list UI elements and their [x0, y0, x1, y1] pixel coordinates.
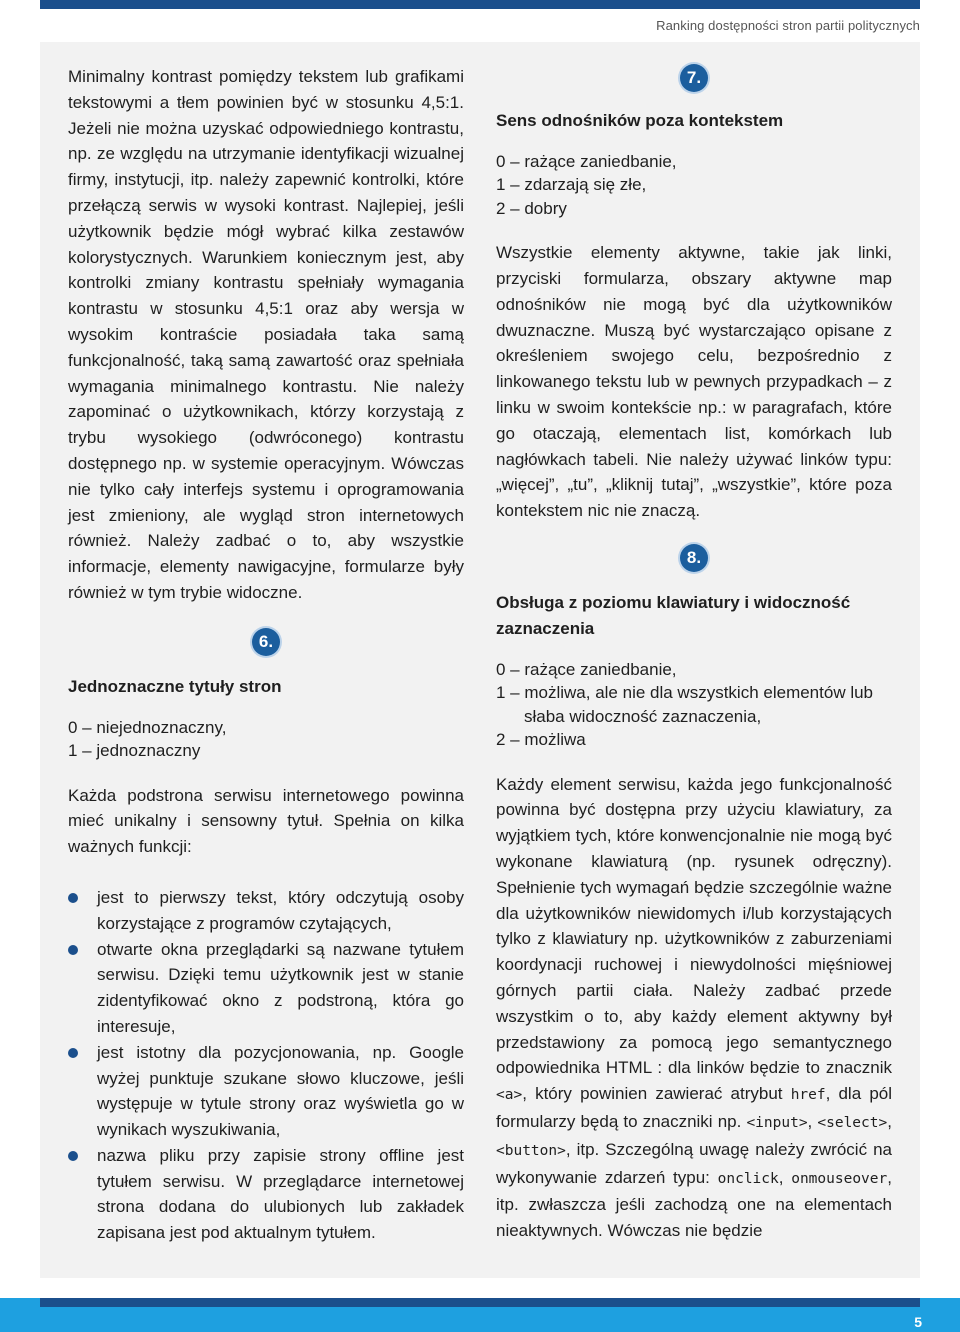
section-8-title: Obsługa z poziomu klawiatury i widoczność zaznaczenia: [496, 593, 851, 638]
footer-accent-bar: [40, 1298, 920, 1307]
contrast-paragraph: Minimalny kontrast pomiędzy tekstem lub grafikami tekstowymi a tłem powinien być w stosunku 4,5:1. Jeżeli nie można uzyskać odpowiedniego kontrastu, np. ze względu na utrzymanie identyfikacji wizualnej firmy, instytucji, itp. należy zapewnić kontrolki, które przełączą serwis w wysoki kontrast. Najlepiej, jeśli użytkownik będzie mógł wybrać kilka zestawów kolorystycznych. Warunkiem koniecznym jest, aby kontrolki zmiany kontrastu spełniały wymagania kontrastu w stosunku 4,5:1 oraz aby wersja w wysokim kontraście posiadała taka samą funkcjonalność, taką samą zawartość oraz spełniała wymagania minimalnego kontrastu. Nie należy zapominać o użytkownikach, którzy korzystają z trybu wysokiego (odwróconego) kontrastu dostępnego np. w systemie operacyjnym. Wówczas nie tylko cały interfejs systemu i oprogramowania jest zmieniony, ale wygląd stron internetowych również. Należy zadbać o to, aby wszystkie informacje, elementy nawigacyjne, formularze były również w tym trybie widoczne.: [68, 67, 464, 602]
code-href-attr: href: [790, 1087, 826, 1104]
section-8-scale: [496, 658, 892, 752]
scale-item: 1 – zdarzają się złe,: [496, 175, 647, 195]
section-8-paragraph: Każdy element serwisu, każda jego funkcjonalność powinna być dostępna przy użyciu klawiatury, za wyjątkiem tych, które konwencjonalnie nie mogą być wykonane klawiaturą (np. rysunek odręczny). Spełnienie tych wymagań będzie szczególnie ważne dla użytkowników niewidomych i/lub korzystających tylko z klawiatury np. użytkowników z zaburzeniami koordynacji ruchowej i niewydolności mięśniowej górnych partii ciała. Należy zadbać przede wszystkim o to, aby każdy element aktywny był przedstawiony za pomocą jego semantycznego odpowiednika HTML : dla linków będzie to znacznik <a>, który powinien zawierać atrybut href, dla pól formularzy będą to znaczniki np. <input>, <select>,<button>, itp. Szczególną uwagę należy zwrócić na wykonywanie zdarzeń typu: onclick, onmouseover, itp. zwłaszcza jeśli zachodzą one na elementach nieaktywnych. Wówczas nie będzie: [496, 774, 893, 1241]
code-onclick: onclick: [717, 1170, 779, 1187]
scale-item: 2 – możliwa: [496, 730, 586, 750]
section-7-badge-wrap: [496, 64, 892, 92]
section-6-bullet-list: [68, 885, 464, 1246]
scale-item: 1 – możliwa, ale nie dla wszystkich elementów lub: [496, 683, 874, 703]
footer-bar: [0, 1298, 960, 1332]
section-6-scale: [68, 716, 464, 763]
page-number: 5: [914, 1314, 922, 1330]
code-button-tag: <button>: [496, 1142, 566, 1159]
section-7-scale: [496, 150, 892, 221]
content-panel: [40, 42, 920, 1278]
bullet-icon: [68, 1151, 78, 1161]
list-item: nazwa pliku przy zapisie strony offline jest tytułem serwisu. W przeglądarce internetowej strona dodana do ulubionych lub zakładek zapisana jest pod aktualnym tytułem.: [68, 1143, 464, 1246]
scale-item: słaba widoczność zaznaczenia,: [524, 706, 762, 726]
code-select-tag: <select>: [817, 1115, 888, 1132]
running-header: Ranking dostępności stron partii politycznych: [656, 18, 920, 33]
section-6-number: 6.: [252, 628, 280, 656]
section-6-paragraph: Każda podstrona serwisu internetowego powinna mieć unikalny i sensowny tytuł. Spełnia on kilka ważnych funkcji:: [68, 785, 464, 857]
scale-item: 0 – rażące zaniedbanie,: [496, 659, 677, 679]
section-7-paragraph: Wszystkie elementy aktywne, takie jak linki, przyciski formularza, obszary aktywne map odnośników nie mogą być dla użytkowników dwuznaczne. Muszą być wystarczająco opisane z określeniem swojego celu, bezpośrednio z linkowanego tekstu lub w pewnych przypadkach – z linku w swoim kontekście np.: w paragrafach, które go otaczają, elementach list, komórkach lub nagłówkach tabeli. Nie należy używać linków typu: „więcej”, „tu”, „kliknij tutaj”, „wszystkie”, które poza kontekstem nic nie znaczą.: [496, 243, 892, 521]
bullet-icon: [68, 893, 78, 903]
section-6-badge-wrap: [68, 628, 464, 656]
left-column: [68, 64, 464, 1246]
section-6-title: Jednoznaczne tytuły stron: [68, 676, 282, 696]
section-7-number: 7.: [680, 64, 708, 92]
code-input-tag: <input>: [746, 1115, 808, 1132]
section-8-number: 8.: [680, 544, 708, 572]
scale-item: 0 – niejednoznaczny,: [68, 717, 227, 737]
scale-item: 0 – rażące zaniedbanie,: [496, 151, 677, 171]
section-8-badge-wrap: [496, 544, 892, 572]
bullet-icon: [68, 1048, 78, 1058]
right-column: [496, 64, 892, 1244]
bullet-icon: [68, 945, 78, 955]
scale-item: 1 – jednoznaczny: [68, 741, 201, 761]
list-item: jest to pierwszy tekst, który odczytują osoby korzystające z programów czytających,: [68, 885, 464, 937]
scale-item: 2 – dobry: [496, 198, 567, 218]
code-onmouseover: onmouseover: [791, 1170, 888, 1187]
top-accent-bar: [40, 0, 920, 9]
list-item: jest istotny dla pozycjonowania, np. Google wyżej punktuje szukane słowo kluczowe, jeśli występuje w tytule strony oraz wyświetla go w wynikach wyszukiwania,: [68, 1040, 464, 1143]
section-7-title: Sens odnośników poza kontekstem: [496, 111, 784, 130]
code-a-tag: <a>: [496, 1087, 523, 1104]
list-item: otwarte okna przeglądarki są nazwane tytułem serwisu. Dzięki temu użytkownik jest w stanie zidentyfikować okno z podstroną, która go interesuje,: [68, 937, 464, 1040]
